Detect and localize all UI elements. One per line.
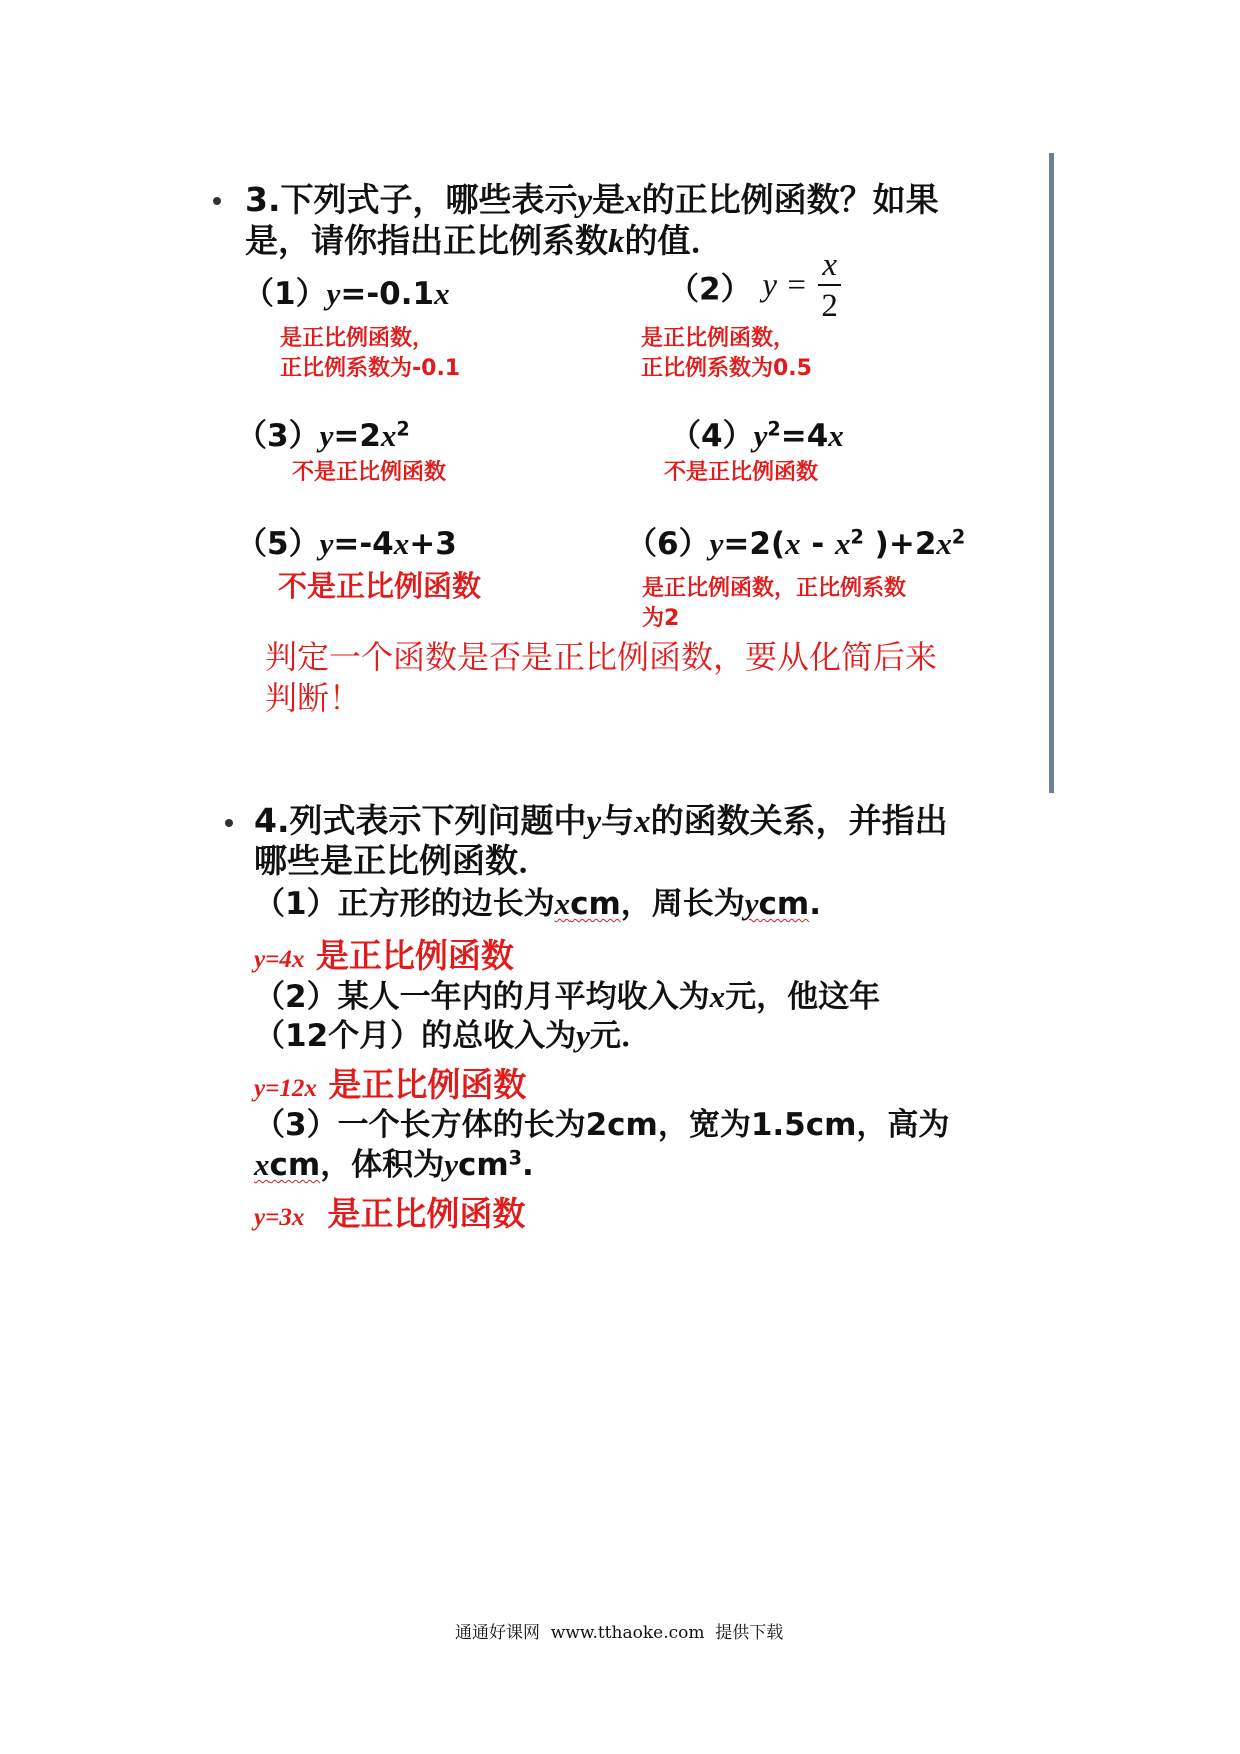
q3-item-4: $(4)y^2=4x$ [670, 417, 844, 454]
q3-item-5-answer: 不是正比例函数 [278, 569, 482, 603]
vertical-divider [1049, 153, 1054, 793]
q4-part-2-line1: （2）某人一年内的月平均收入为x元，他这年 [254, 979, 881, 1015]
q4-part-3-line2: xcm，体积为ycm$^3$. [254, 1146, 534, 1183]
q4-title-line1: 4.列式表示下列问题中y与x的函数关系，并指出 [254, 801, 948, 840]
q3-item-2: （2） y = $\frac{x}{2}$ [668, 246, 841, 326]
var-y: y [577, 183, 593, 219]
q3-title-line2: 是，请你指出正比例系数k的值． [245, 221, 724, 260]
q3-item-6-answer: 是正比例函数，正比例系数 为2 [642, 576, 907, 631]
q4-answer-3: y=3x 是正比例函数 [254, 1194, 526, 1233]
q4-title-line2: 哪些是正比例函数． [254, 841, 551, 880]
var-x: x [634, 804, 651, 840]
q3-item-1-answer: 是正比例函数， 正比例系数为-0.1 [280, 326, 461, 381]
q3-item-3-answer: 不是正比例函数 [292, 460, 447, 485]
q3-item-5: （5）y=-4x+3 [236, 526, 457, 562]
q3-conclusion-note: 判定一个函数是否是正比例函数，要从化简后来 判断！ [265, 638, 938, 717]
q3-item-4-answer: 不是正比例函数 [664, 460, 819, 485]
q4-part-2-line2: （12个月）的总收入为y元． [254, 1018, 652, 1054]
var-k: k [608, 224, 625, 260]
footer-source: 通通好课网 www.tthaoke.com 提供下载 [455, 1623, 784, 1643]
q3-item-6: $(6)y=2(x - x^2$ )$+2x^2$ [626, 525, 966, 562]
var-x: x [625, 183, 642, 219]
bullet-q3 [213, 197, 221, 205]
fraction-x-over-2: $\frac{x}{2}$ [818, 246, 841, 326]
q4-answer-2: y=12x 是正比例函数 [254, 1065, 527, 1104]
q3-item-3: $(3)y=2x^2$ [236, 417, 410, 454]
q3-title-line1: 3.下列式子，哪些表示y是x的正比例函数？如果 [245, 180, 939, 219]
bullet-q4 [225, 819, 233, 827]
q4-answer-1: y=4x 是正比例函数 [254, 936, 514, 975]
q3-item-2-answer: 是正比例函数， 正比例系数为0.5 [641, 326, 812, 381]
q4-part-3-line1: （3）一个长方体的长为2cm，宽为1.5cm，高为 [254, 1107, 950, 1143]
q4-part-1: （1）正方形的边长为xcm，周长为ycm. [254, 886, 821, 922]
q3-item-1: （1）y=-0.1x [243, 276, 450, 312]
var-y: y [586, 804, 602, 840]
